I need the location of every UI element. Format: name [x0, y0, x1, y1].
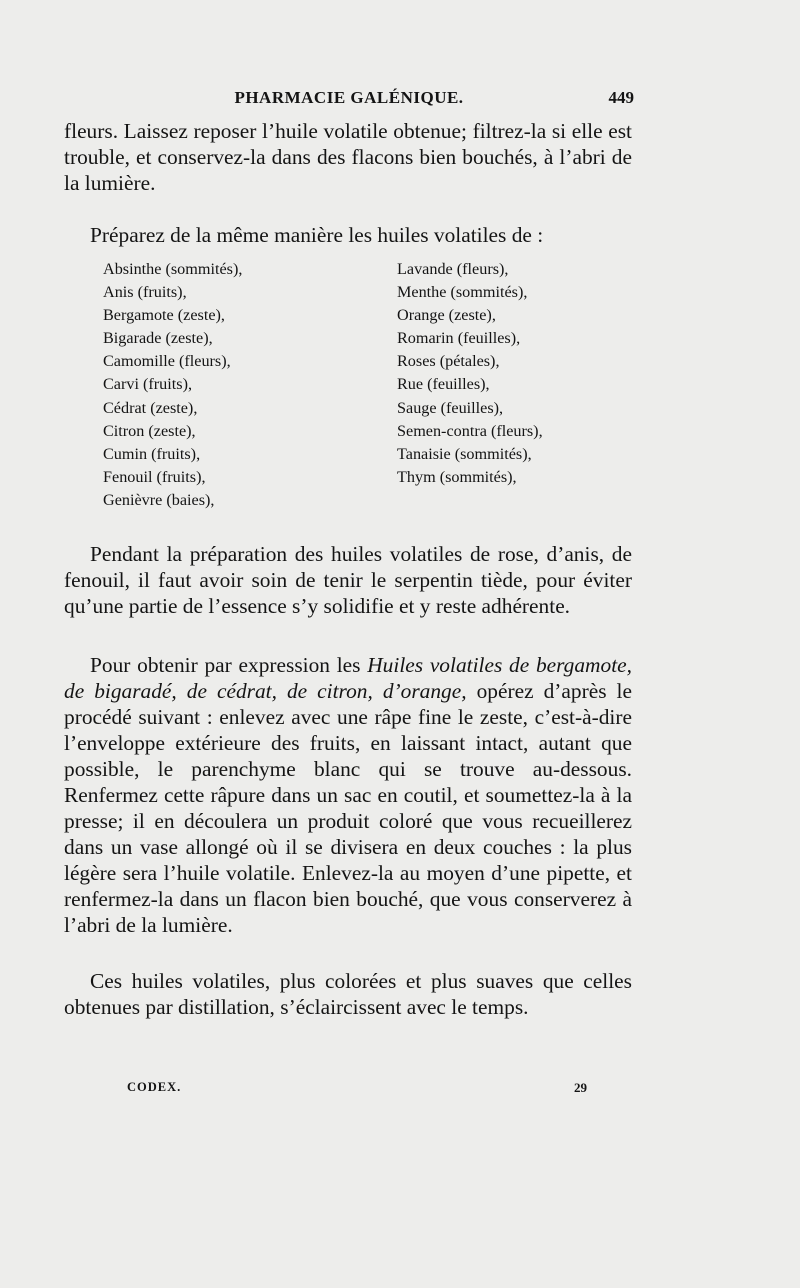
paragraph-intro-list: Préparez de la même manière les huiles volatiles de :	[90, 223, 544, 247]
plant-list-item: Carvi (fruits),	[103, 375, 193, 394]
plant-list-item: Orange (zeste),	[397, 306, 496, 325]
running-head	[64, 88, 634, 116]
plant-list-item: Rue (feuilles),	[397, 375, 490, 394]
plant-list-item: Lavande (fleurs),	[397, 260, 509, 278]
page-number: 449	[608, 88, 634, 107]
signature-line	[127, 1080, 587, 1100]
plant-list-item: Semen-contra (fleurs),	[397, 421, 543, 440]
plant-list-item: Tanaisie (sommités),	[397, 444, 532, 463]
plant-list-item: Cédrat (zeste),	[103, 398, 198, 417]
plant-list-item: Romarin (feuilles),	[397, 329, 521, 348]
plant-list-item: Genièvre (baies),	[103, 490, 215, 509]
plant-list-left-column	[103, 258, 373, 512]
plant-list-item: Fenouil (fruits),	[103, 467, 206, 486]
plant-list-item: Citron (zeste),	[103, 421, 196, 440]
plant-list-item: Camomille (fleurs),	[103, 352, 231, 371]
paragraph-continuation: fleurs. Laissez reposer l’huile volatile obtenue; filtrez-la si elle est trouble, et conservez-la dans des flacons bien bouchés, à l’abri de la lumière.	[64, 119, 632, 195]
paragraph-expression	[64, 652, 632, 938]
paragraph-expression-rest: opérez d’après le procédé suivant : enlevez avec une râpe fine le zeste, c’est-à-dire l’enveloppe extérieure des fruits, en laissant intact, autant que possible, le parenchyme blanc qui se trouve au-dessous. Renfermez cette râpure dans un sac en coutil, et soumettez-la à la presse; il en découlera un produit coloré que vous recueillerez dans un vase allongé où il se divisera en deux couches : la plus légère sera l’huile volatile. Enlevez-la au moyen d’une pipette, et renfermez-la dans un flacon bien bouché, que vous conserverez à l’abri de la lumière.	[64, 679, 632, 937]
paragraph-expression-start: Pour obtenir par expression les	[90, 653, 368, 677]
paragraph-serpentin: Pendant la préparation des huiles volatiles de rose, d’anis, de fenouil, il faut avoir soin de tenir le serpentin tiède, pour éviter qu’une partie de l’essence s’y solidifie et y reste adhérente.	[64, 542, 632, 618]
plant-list-item: Roses (pétales),	[397, 352, 500, 371]
plant-list-item: Thym (sommités),	[397, 467, 517, 486]
running-title: PHARMACIE GALÉNIQUE.	[234, 88, 464, 107]
plant-list-item: Bigarade (zeste),	[103, 329, 213, 348]
plant-list-right-column	[397, 258, 617, 489]
plant-list-item: Bergamote (zeste),	[103, 306, 225, 325]
plant-list-item: Sauge (feuilles),	[397, 398, 504, 417]
signature-number: 29	[574, 1080, 587, 1095]
paragraph-conclusion: Ces huiles volatiles, plus colorées et plus suaves que celles obtenues par distillation, s’éclaircissent avec le temps.	[64, 969, 632, 1019]
plant-list-item: Cumin (fruits),	[103, 444, 201, 463]
paragraph-expression-italic: Huiles volatiles de bergamote, de bigaradé, de cédrat, de citron, d’orange,	[64, 653, 632, 703]
plant-list-item: Anis (fruits),	[103, 283, 187, 302]
plant-list-item: Absinthe (sommités),	[103, 260, 243, 278]
signature-label: CODEX.	[127, 1080, 182, 1094]
plant-list-item: Menthe (sommités),	[397, 283, 528, 302]
